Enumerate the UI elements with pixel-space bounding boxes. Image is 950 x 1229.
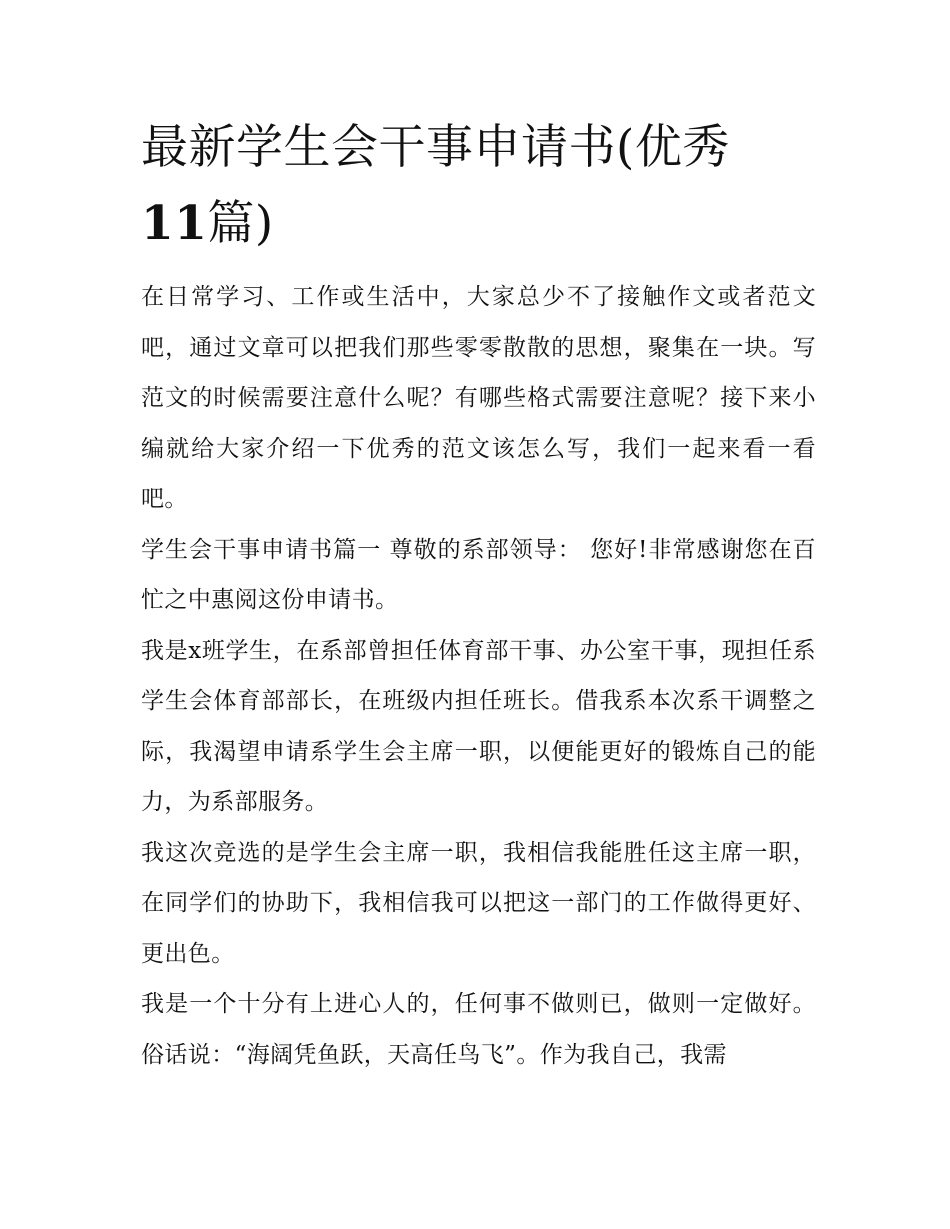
paragraph-position: 我这次竞选的是学生会主席一职，我相信我能胜任这主席一职，在同学们的协助下，我相信我可以把这一部门的工作做得更好、更出色。 [141,839,816,967]
paragraph-intro: 在日常学习、工作或生活中，大家总少不了接触作文或者范文吧，通过文章可以把我们那些零零散散的思想，聚集在一块。写范文的时候需要注意什么呢？有哪些格式需要注意呢？接下来小编就给大家介绍一下优秀的范文该怎么写，我们一起来看一看吧。 [141,284,816,512]
paragraph-greeting: 学生会干事申请书篇一 尊敬的系部领导： 您好!非常感谢您在百忙之中惠阅这份申请书。 [141,536,816,613]
paragraph-motivation: 我是一个十分有上进心人的，任何事不做则已，做则一定做好。俗话说：“海阔凭鱼跃，天高任鸟飞”。作为我自己，我需 [141,991,816,1068]
title-line-1: 最新学生会干事申请书(优秀 [141,120,730,175]
paragraph-background: 我是x班学生，在系部曾担任体育部干事、办公室干事，现担任系学生会体育部部长，在班级内担任班长。借我系本次系干调整之际，我渴望申请系学生会主席一职，以便能更好的锻炼自己的能力，为系部服务。 [141,637,816,815]
document-paragraphs [141,272,816,1080]
title-count: 11 [141,196,208,251]
title-line-2: 篇) [207,196,274,251]
document-body [141,110,816,1080]
document-title [141,110,816,262]
